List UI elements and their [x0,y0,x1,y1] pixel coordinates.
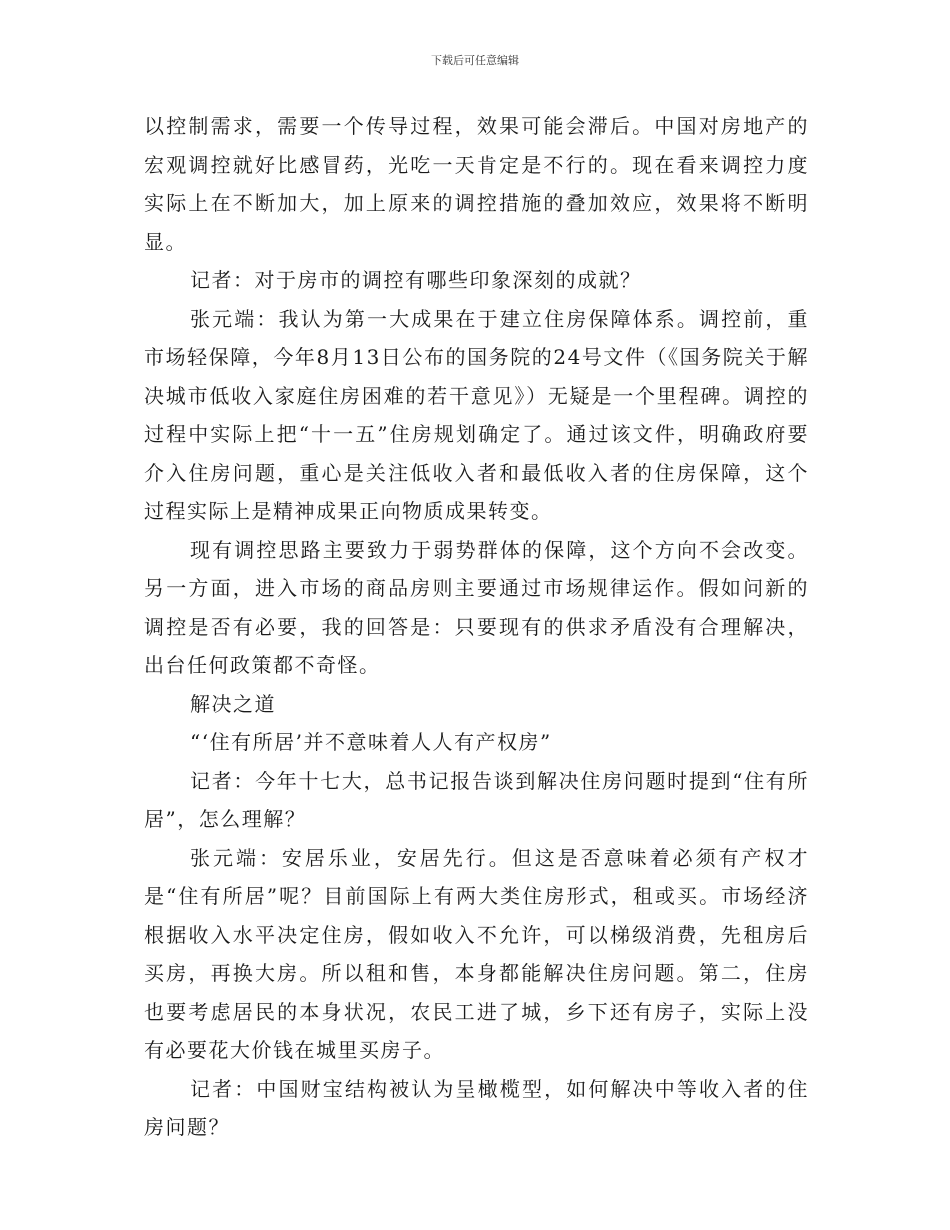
paragraph: 记者：中国财宝结构被认为呈橄榄型，如何解决中等收入者的住房问题？ [144,1076,809,1139]
document-body [144,107,809,1147]
paragraph: 张元端：安居乐业，安居先行。但这是否意味着必须有产权才是“住有所居”呢？目前国际上有两大类住房形式，租或买。市场经济根据收入水平决定住房，假如收入不允许，可以梯级消费，先租房后买房，再换大房。所以租和售，本身都能解决住房问题。第二，住房也要考虑居民的本身状况，农民工进了城，乡下还有房子，实际上没有必要花大价钱在城里买房子。 [144,845,809,1062]
paragraph: 以控制需求，需要一个传导过程，效果可能会滞后。中国对房地产的宏观调控就好比感冒药，光吃一天肯定是不行的。现在看来调控力度实际上在不断加大，加上原来的调控措施的叠加效应，效果将不断明显。 [144,114,809,254]
paragraph: 张元端：我认为第一大成果在于建立住房保障体系。调控前，重市场轻保障，今年8月13日公布的国务院的24号文件（《国务院关于解决城市低收入家庭住房困难的若干意见》）无疑是一个里程碑。调控的过程中实际上把“十一五”住房规划确定了。通过该文件，明确政府要介入住房问题，重心是关注低收入者和最低收入者的住房保障，这个过程实际上是精神成果正向物质成果转变。 [144,306,809,523]
page-header: 下载后可任意编辑 [431,54,519,67]
paragraph: 记者：对于房市的调控有哪些印象深刻的成就？ [190,268,642,292]
section-heading: 解决之道 [190,691,276,716]
paragraph: 现有调控思路主要致力于弱势群体的保障，这个方向不会改变。另一方面，进入市场的商品房则主要通过市场规律运作。假如问新的调控是否有必要，我的回答是：只要现有的供求矛盾没有合理解决，出台任何政策都不奇怪。 [144,537,809,677]
paragraph: 记者：今年十七大，总书记报告谈到解决住房问题时提到“住有所居”，怎么理解？ [144,768,809,831]
section-subheading: “‘住有所居’并不意味着人人有产权房” [190,730,552,754]
